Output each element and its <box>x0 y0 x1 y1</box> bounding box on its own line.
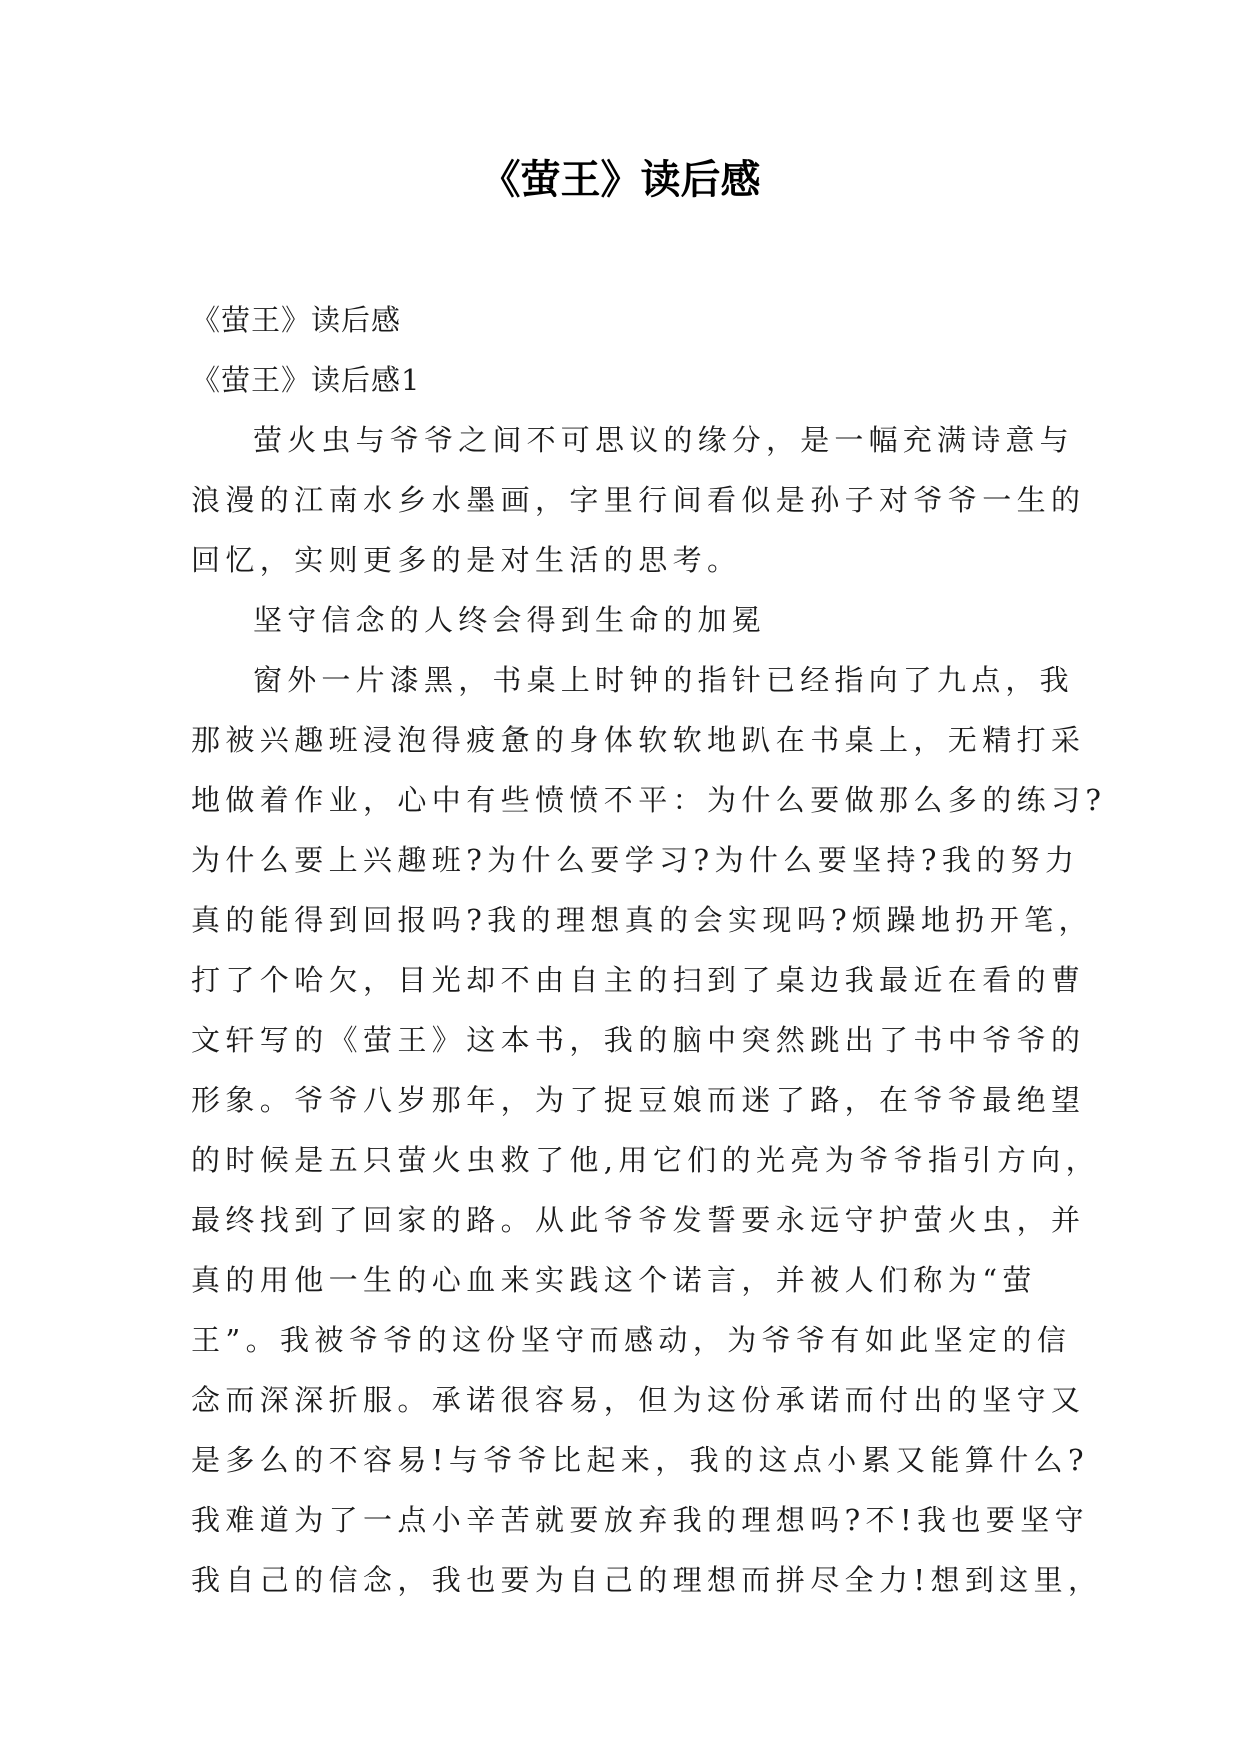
text-line: 浪漫的江南水乡水墨画，字里行间看似是孙子对爷爷一生的 <box>191 483 1086 517</box>
text-line: 《萤王》读后感1 <box>191 363 421 397</box>
document-title: 《萤王》读后感 <box>480 156 761 203</box>
text-line: 是多么的不容易!与爷爷比起来，我的这点小累又能算什么? <box>191 1443 1090 1477</box>
document-body <box>191 290 1107 1610</box>
text-line: 真的用他一生的心血来实践这个诺言，并被人们称为“萤 <box>191 1263 1037 1297</box>
section-heading-line: 坚守信念的人终会得到生命的加冕 <box>253 603 767 637</box>
text-line: 真的能得到回报吗?我的理想真的会实现吗?烦躁地扔开笔， <box>191 903 1093 937</box>
text-line: 打了个哈欠，目光却不由自主的扫到了桌边我最近在看的曹 <box>191 963 1086 997</box>
text-line: 念而深深折服。承诺很容易，但为这份承诺而付出的坚守又 <box>191 1383 1086 1417</box>
text-line: 《萤王》读后感 <box>191 303 402 337</box>
text-line: 文轩写的《萤王》这本书，我的脑中突然跳出了书中爷爷的 <box>191 1023 1086 1057</box>
text-line: 那被兴趣班浸泡得疲惫的身体软软地趴在书桌上，无精打采 <box>191 723 1086 757</box>
text-line: 王”。我被爷爷的这份坚守而感动，为爷爷有如此坚定的信 <box>191 1323 1072 1357</box>
text-line: 为什么要上兴趣班?为什么要学习?为什么要坚持?我的努力 <box>191 843 1080 877</box>
paragraph-start-line: 萤火虫与爷爷之间不可思议的缘分，是一幅充满诗意与 <box>253 423 1074 457</box>
text-line: 我难道为了一点小辛苦就要放弃我的理想吗?不!我也要坚守 <box>191 1503 1090 1537</box>
text-line: 的时候是五只萤火虫救了他,用它们的光亮为爷爷指引方向， <box>191 1143 1101 1177</box>
text-line: 我自己的信念，我也要为自己的理想而拼尽全力!想到这里， <box>191 1563 1103 1597</box>
text-line: 形象。爷爷八岁那年，为了捉豆娘而迷了路，在爷爷最绝望 <box>191 1083 1086 1117</box>
text-line: 最终找到了回家的路。从此爷爷发誓要永远守护萤火虫，并 <box>191 1203 1086 1237</box>
paragraph-start-line: 窗外一片漆黑，书桌上时钟的指针已经指向了九点，我 <box>253 663 1074 697</box>
text-line: 地做着作业，心中有些愤愤不平：为什么要做那么多的练习? <box>191 783 1107 817</box>
text-line: 回忆，实则更多的是对生活的思考。 <box>191 543 742 577</box>
